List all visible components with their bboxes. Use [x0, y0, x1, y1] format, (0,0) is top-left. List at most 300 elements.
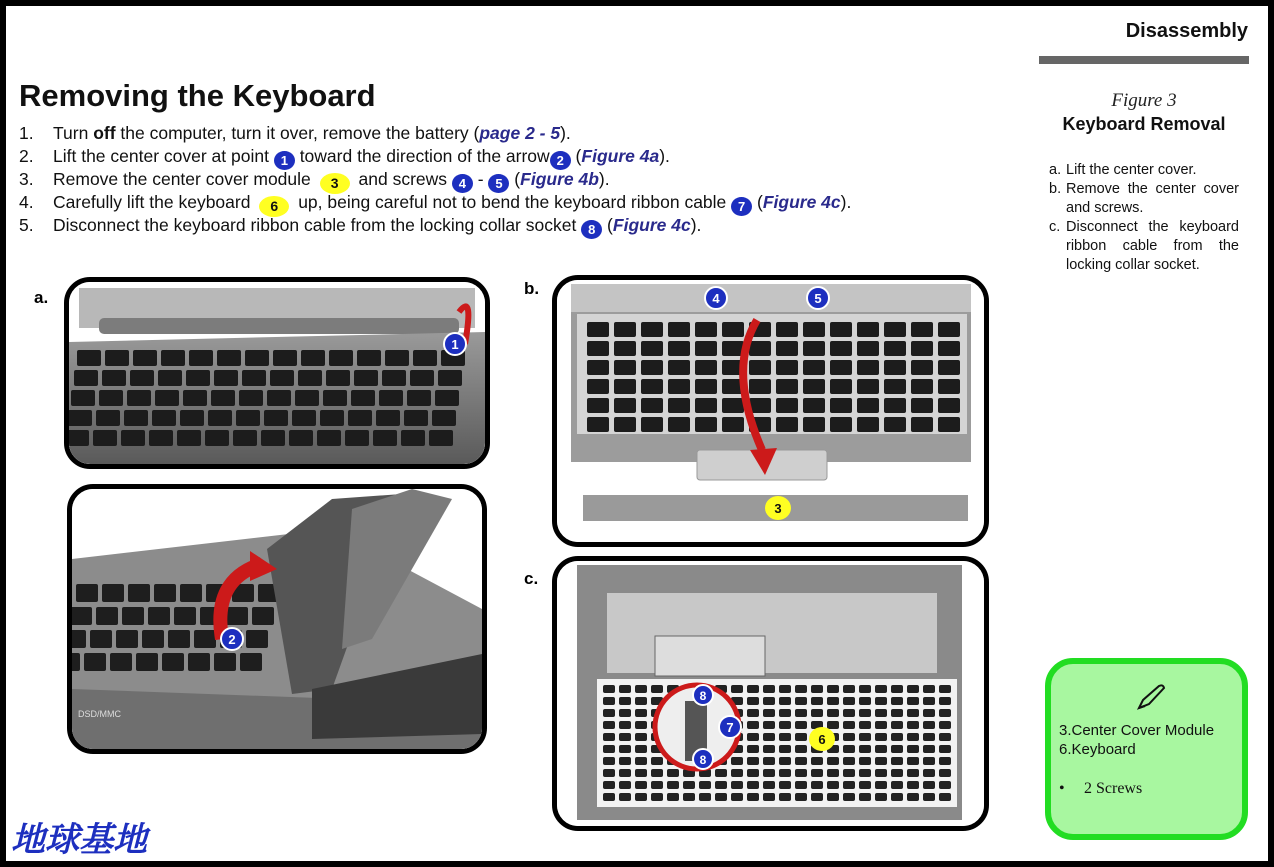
- panel-label-b: b.: [524, 279, 540, 298]
- keyboard-key: [843, 733, 855, 741]
- keyboard-key: [326, 370, 350, 386]
- keyboard-key: [923, 721, 935, 729]
- keyboard-key: [939, 709, 951, 717]
- keyboard-key: [127, 390, 151, 406]
- keyboard-key: [603, 781, 615, 789]
- keyboard-key: [830, 322, 852, 337]
- keyboard-key: [635, 781, 647, 789]
- keyboard-key: [614, 417, 636, 432]
- keyboard-key: [603, 745, 615, 753]
- keyboard-key: [668, 341, 690, 356]
- keyboard-key: [614, 398, 636, 413]
- keyboard-key: [404, 410, 428, 426]
- panel-label-c: c.: [524, 569, 539, 588]
- keyboard-key: [891, 781, 903, 789]
- keyboard-key: [239, 390, 263, 406]
- keyboard-key: [884, 379, 906, 394]
- keyboard-key: [217, 350, 241, 366]
- keyboard-key: [830, 398, 852, 413]
- keyboard-key: [747, 781, 759, 789]
- keyboard-key: [635, 769, 647, 777]
- keyboard-key: [907, 733, 919, 741]
- keyboard-key: [811, 697, 823, 705]
- pen-icon: [1133, 682, 1169, 712]
- keyboard-key: [69, 410, 92, 426]
- keyboard-key: [827, 757, 839, 765]
- keyboard-key: [857, 360, 879, 375]
- keyboard-key: [242, 370, 266, 386]
- keyboard-key: [811, 769, 823, 777]
- keyboard-key: [180, 584, 202, 602]
- callout-3: 3: [774, 501, 782, 516]
- page-reference[interactable]: page 2 - 5: [479, 123, 561, 143]
- keyboard-key: [857, 398, 879, 413]
- keyboard-key: [859, 769, 871, 777]
- keyboard-key: [939, 769, 951, 777]
- keyboard-key: [795, 697, 807, 705]
- keyboard-key: [830, 341, 852, 356]
- keyboard-key: [252, 607, 274, 625]
- keyboard-key: [348, 410, 372, 426]
- keyboard-key: [923, 745, 935, 753]
- keyboard-key: [939, 781, 951, 789]
- keyboard-key: [668, 417, 690, 432]
- keyboard-key: [731, 793, 743, 801]
- keyboard-key: [923, 709, 935, 717]
- keyboard-key: [911, 360, 933, 375]
- keyboard-key: [211, 390, 235, 406]
- keyboard-key: [795, 781, 807, 789]
- keyboard-key: [323, 390, 347, 406]
- keyboard-key: [763, 745, 775, 753]
- figure-steps: [1049, 161, 1239, 275]
- keyboard-key: [641, 417, 663, 432]
- keyboard-key: [603, 709, 615, 717]
- figure-step: c. Disconnect the keyboard ribbon cable from the locking collar socket.: [1049, 219, 1239, 273]
- keyboard-key: [161, 350, 185, 366]
- keyboard-key: [923, 685, 935, 693]
- keyboard-key: [722, 322, 744, 337]
- keyboard-key: [891, 793, 903, 801]
- svg-text:地球基地: 地球基地: [11, 820, 147, 858]
- keyboard-key: [911, 379, 933, 394]
- keyboard-key: [413, 350, 437, 366]
- keyboard-key: [158, 370, 182, 386]
- keyboard-key: [373, 430, 397, 446]
- keyboard-key: [731, 781, 743, 789]
- keyboard-key: [695, 322, 717, 337]
- keyboard-key: [763, 697, 775, 705]
- keyboard-key: [763, 757, 775, 765]
- keyboard-key: [749, 360, 771, 375]
- keyboard-key: [651, 769, 663, 777]
- watermark-logo: [11, 818, 176, 858]
- keyboard-key: [668, 360, 690, 375]
- callout-8-bottom: 8: [699, 753, 707, 767]
- keyboard-key: [121, 430, 145, 446]
- keyboard-key: [859, 697, 871, 705]
- keyboard-key: [747, 721, 759, 729]
- keyboard-key: [651, 757, 663, 765]
- keyboard-key: [795, 769, 807, 777]
- keyboard-key: [668, 398, 690, 413]
- keyboard-key: [907, 793, 919, 801]
- keyboard-key: [699, 781, 711, 789]
- keyboard-key: [803, 398, 825, 413]
- keyboard-key: [587, 398, 609, 413]
- keyboard-key: [619, 781, 631, 789]
- keyboard-key: [96, 607, 118, 625]
- keyboard-key: [345, 430, 369, 446]
- keyboard-key: [747, 769, 759, 777]
- keyboard-key: [776, 341, 798, 356]
- callout-badge: 3: [320, 173, 350, 194]
- keyboard-key: [911, 341, 933, 356]
- step-5: 5. Disconnect the keyboard ribbon cable from the locking collar socket 8 (Figure 4c).: [19, 215, 702, 237]
- keyboard-key: [891, 685, 903, 693]
- keyboard-key: [811, 709, 823, 717]
- keyboard-key: [747, 697, 759, 705]
- keyboard-key: [776, 417, 798, 432]
- keyboard-key: [779, 745, 791, 753]
- keyboard-key: [795, 757, 807, 765]
- keyboard-key: [695, 398, 717, 413]
- keyboard-key: [803, 322, 825, 337]
- keyboard-key: [667, 769, 679, 777]
- keyboard-key: [130, 370, 154, 386]
- callout-badge: 2: [550, 151, 571, 170]
- keyboard-key: [779, 757, 791, 765]
- keyboard-key: [651, 793, 663, 801]
- keyboard-key: [843, 757, 855, 765]
- keyboard-key: [763, 781, 775, 789]
- keyboard-key: [246, 630, 268, 648]
- keyboard-key: [811, 781, 823, 789]
- callout-1: 1: [451, 337, 459, 352]
- keyboard-key: [830, 417, 852, 432]
- keyboard-key: [763, 793, 775, 801]
- figure-reference[interactable]: Figure 4c: [612, 215, 691, 235]
- keyboard-key: [891, 769, 903, 777]
- keyboard-key: [635, 721, 647, 729]
- note-line-1: 3.Center Cover Module: [1059, 722, 1215, 739]
- keyboard-key: [859, 781, 871, 789]
- keyboard-key: [795, 733, 807, 741]
- keyboard-key: [763, 721, 775, 729]
- keyboard-key: [668, 379, 690, 394]
- keyboard-key: [857, 341, 879, 356]
- keyboard-key: [205, 430, 229, 446]
- keyboard-key: [827, 781, 839, 789]
- keyboard-key: [614, 341, 636, 356]
- keyboard-key: [884, 398, 906, 413]
- photo-a-cover-arrow: [67, 484, 487, 754]
- keyboard-key: [891, 745, 903, 753]
- keyboard-key: [907, 709, 919, 717]
- keyboard-key: [142, 630, 164, 648]
- keyboard-key: [603, 757, 615, 765]
- keyboard-key: [188, 653, 210, 671]
- callout-8-top: 8: [699, 689, 707, 703]
- keyboard-key: [811, 685, 823, 693]
- keyboard-key: [907, 685, 919, 693]
- keyboard-key: [859, 745, 871, 753]
- keyboard-key: [635, 793, 647, 801]
- keyboard-key: [683, 781, 695, 789]
- keyboard-key: [603, 685, 615, 693]
- keyboard-key: [619, 793, 631, 801]
- keyboard-key: [884, 341, 906, 356]
- keyboard-key: [214, 653, 236, 671]
- keyboard-key: [189, 350, 213, 366]
- keyboard-key: [779, 733, 791, 741]
- keyboard-key: [776, 360, 798, 375]
- keyboard-key: [619, 721, 631, 729]
- keyboard-key: [747, 733, 759, 741]
- keyboard-key: [683, 793, 695, 801]
- keyboard-key: [603, 769, 615, 777]
- manual-page: [6, 6, 1268, 861]
- keyboard-key: [96, 410, 120, 426]
- keyboard-key: [351, 390, 375, 406]
- keyboard-key: [295, 390, 319, 406]
- keyboard-key: [214, 370, 238, 386]
- keyboard-key: [155, 390, 179, 406]
- keyboard-key: [208, 410, 232, 426]
- keyboard-key: [133, 350, 157, 366]
- keyboard-key: [435, 390, 459, 406]
- figure-reference[interactable]: Figure 4c: [762, 192, 841, 212]
- step-2: 2. Lift the center cover at point 1 toward the direction of the arrow 2 (Figure 4a).: [19, 146, 670, 168]
- keyboard-key: [93, 430, 117, 446]
- keyboard-key: [875, 733, 887, 741]
- keyboard-key: [938, 417, 960, 432]
- keyboard-key: [795, 745, 807, 753]
- keyboard-key: [843, 685, 855, 693]
- keyboard-key: [84, 653, 106, 671]
- keyboard-key: [875, 793, 887, 801]
- keyboard-key: [72, 607, 92, 625]
- keyboard-key: [843, 781, 855, 789]
- keyboard-key: [811, 793, 823, 801]
- header-rule: [1039, 56, 1249, 64]
- keyboard-key: [407, 390, 431, 406]
- keyboard-key: [747, 745, 759, 753]
- photo-a-lift-cover: [64, 277, 490, 469]
- keyboard-key: [779, 685, 791, 693]
- keyboard-key: [938, 379, 960, 394]
- keyboard-key: [587, 322, 609, 337]
- keyboard-key: [695, 379, 717, 394]
- keyboard-key: [843, 793, 855, 801]
- keyboard-key: [619, 709, 631, 717]
- keyboard-key: [843, 769, 855, 777]
- keyboard-key: [938, 322, 960, 337]
- keyboard-key: [938, 398, 960, 413]
- keyboard-key: [148, 607, 170, 625]
- keyboard-key: [803, 360, 825, 375]
- keyboard-key: [843, 709, 855, 717]
- keyboard-key: [74, 370, 98, 386]
- keyboard-key: [619, 733, 631, 741]
- keyboard-key: [891, 697, 903, 705]
- keyboard-key: [635, 685, 647, 693]
- keyboard-key: [923, 769, 935, 777]
- keyboard-key: [891, 721, 903, 729]
- keyboard-key: [875, 745, 887, 753]
- keyboard-key: [795, 721, 807, 729]
- keyboard-key: [891, 733, 903, 741]
- keyboard-key: [635, 757, 647, 765]
- keyboard-key: [938, 341, 960, 356]
- keyboard-key: [614, 379, 636, 394]
- keyboard-key: [939, 733, 951, 741]
- page-title: Removing the Keyboard: [19, 78, 376, 113]
- keyboard-key: [843, 745, 855, 753]
- keyboard-key: [923, 757, 935, 765]
- keyboard-key: [811, 757, 823, 765]
- keyboard-key: [136, 653, 158, 671]
- figure-reference[interactable]: Figure 4a: [581, 146, 660, 166]
- keyboard-key: [614, 322, 636, 337]
- keyboard-key: [641, 379, 663, 394]
- keyboard-key: [857, 322, 879, 337]
- keyboard-key: [747, 757, 759, 765]
- keyboard-key: [641, 322, 663, 337]
- keyboard-key: [603, 721, 615, 729]
- callout-badge: 6: [259, 196, 289, 217]
- keyboard-key: [939, 697, 951, 705]
- photo-c-ribbon-cable: [552, 556, 989, 831]
- keyboard-key: [174, 607, 196, 625]
- keyboard-key: [859, 721, 871, 729]
- callout-6: 6: [818, 732, 826, 747]
- keyboard-key: [635, 745, 647, 753]
- keyboard-key: [603, 697, 615, 705]
- keyboard-key: [779, 769, 791, 777]
- keyboard-key: [410, 370, 434, 386]
- keyboard-key: [667, 781, 679, 789]
- keyboard-key: [236, 410, 260, 426]
- keyboard-key: [731, 685, 743, 693]
- keyboard-key: [857, 379, 879, 394]
- figure-title: Keyboard Removal: [1062, 114, 1226, 134]
- keyboard-key: [827, 697, 839, 705]
- keyboard-key: [149, 430, 173, 446]
- parts-note: [1045, 658, 1248, 840]
- port-label: DSD/MMC: [78, 709, 121, 719]
- keyboard-key: [245, 350, 269, 366]
- keyboard-key: [795, 685, 807, 693]
- keyboard-key: [843, 697, 855, 705]
- keyboard-key: [795, 709, 807, 717]
- keyboard-key: [99, 390, 123, 406]
- steps-list: [19, 122, 1019, 237]
- keyboard-key: [635, 697, 647, 705]
- keyboard-key: [907, 769, 919, 777]
- keyboard-key: [843, 721, 855, 729]
- keyboard-key: [779, 781, 791, 789]
- figure-caption: [1039, 90, 1249, 135]
- keyboard-key: [226, 607, 248, 625]
- keyboard-key: [635, 709, 647, 717]
- keyboard-key: [830, 360, 852, 375]
- keyboard-key: [763, 685, 775, 693]
- photo-b-center-cover: [552, 275, 989, 547]
- keyboard-key: [619, 697, 631, 705]
- keyboard-key: [587, 341, 609, 356]
- keyboard-key: [152, 410, 176, 426]
- keyboard-key: [233, 430, 257, 446]
- keyboard-key: [907, 757, 919, 765]
- keyboard-key: [776, 322, 798, 337]
- keyboard-key: [779, 721, 791, 729]
- keyboard-key: [382, 370, 406, 386]
- keyboard-key: [270, 370, 294, 386]
- keyboard-key: [907, 697, 919, 705]
- keyboard-key: [911, 417, 933, 432]
- figure-step: b. Remove the center cover and screws.: [1049, 181, 1239, 216]
- keyboard-key: [747, 793, 759, 801]
- keyboard-key: [379, 390, 403, 406]
- keyboard-key: [827, 721, 839, 729]
- callout-4: 4: [712, 291, 720, 306]
- keyboard-key: [641, 360, 663, 375]
- keyboard-key: [939, 757, 951, 765]
- keyboard-key: [317, 430, 341, 446]
- keyboard-key: [273, 350, 297, 366]
- keyboard-key: [619, 769, 631, 777]
- keyboard-key: [875, 709, 887, 717]
- keyboard-key: [667, 793, 679, 801]
- keyboard-key: [875, 685, 887, 693]
- keyboard-key: [651, 685, 663, 693]
- keyboard-key: [907, 721, 919, 729]
- keyboard-key: [264, 410, 288, 426]
- keyboard-key: [635, 733, 647, 741]
- callout-badge: 7: [731, 197, 752, 216]
- keyboard-key: [298, 370, 322, 386]
- keyboard-key: [715, 793, 727, 801]
- keyboard-key: [438, 370, 462, 386]
- step-4: 4. Carefully lift the keyboard 6 up, being careful not to bend the keyboard ribbon cable 7 (Figure 4c).: [19, 191, 1019, 214]
- figure-label: Figure 3: [1111, 90, 1177, 111]
- keyboard-key: [429, 430, 453, 446]
- keyboard-key: [267, 390, 291, 406]
- keyboard-key: [715, 781, 727, 789]
- keyboard-key: [695, 360, 717, 375]
- keyboard-key: [779, 709, 791, 717]
- keyboard-key: [939, 685, 951, 693]
- keyboard-key: [641, 341, 663, 356]
- figure-reference[interactable]: Figure 4b: [520, 169, 599, 189]
- keyboard-key: [289, 430, 313, 446]
- keyboard-key: [240, 653, 262, 671]
- keyboard-key: [77, 350, 101, 366]
- keyboard-key: [194, 630, 216, 648]
- keyboard-key: [907, 745, 919, 753]
- step-1: 1. Turn off the computer, turn it over, remove the battery (page 2 - 5).: [19, 123, 571, 143]
- keyboard-key: [923, 733, 935, 741]
- keyboard-key: [939, 721, 951, 729]
- keyboard-key: [180, 410, 204, 426]
- keyboard-key: [763, 733, 775, 741]
- keyboard-key: [722, 417, 744, 432]
- keyboard-key: [859, 709, 871, 717]
- keyboard-key: [763, 769, 775, 777]
- keyboard-key: [776, 379, 798, 394]
- keyboard-key: [124, 410, 148, 426]
